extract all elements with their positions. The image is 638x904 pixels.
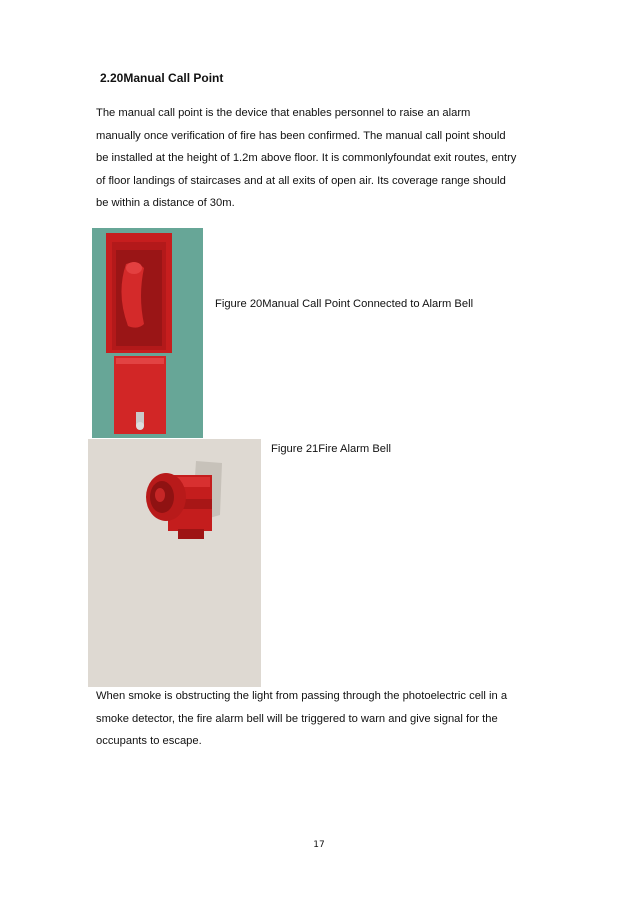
page-number: 17	[313, 840, 325, 850]
fire-alarm-bell-photo	[88, 439, 261, 687]
intro-line: of floor landings of staircases and at all exits of open air. Its coverage range should	[96, 174, 506, 187]
closing-line: smoke detector, the fire alarm bell will be triggered to warn and give signal for the	[96, 712, 498, 725]
intro-line: be installed at the height of 1.2m above floor. It is commonlyfoundat exit routes, entry	[96, 152, 517, 164]
closing-paragraph	[96, 685, 566, 753]
closing-line: When smoke is obstructing the light from passing through the photoelectric cell in a	[96, 690, 508, 702]
manual-call-point-photo	[92, 228, 203, 438]
intro-line: be within a distance of 30m.	[96, 197, 235, 209]
intro-paragraph	[96, 102, 566, 215]
intro-line: The manual call point is the device that enables personnel to raise an alarm	[96, 107, 471, 119]
intro-line: manually once verification of fire has been confirmed. The manual call point should	[96, 129, 506, 142]
section-heading: 2.20Manual Call Point	[100, 71, 224, 85]
closing-line: occupants to escape.	[96, 735, 202, 747]
figure-caption: Figure 20Manual Call Point Connected to Alarm Bell	[215, 298, 474, 310]
figure-caption: Figure 21Fire Alarm Bell	[271, 443, 391, 455]
